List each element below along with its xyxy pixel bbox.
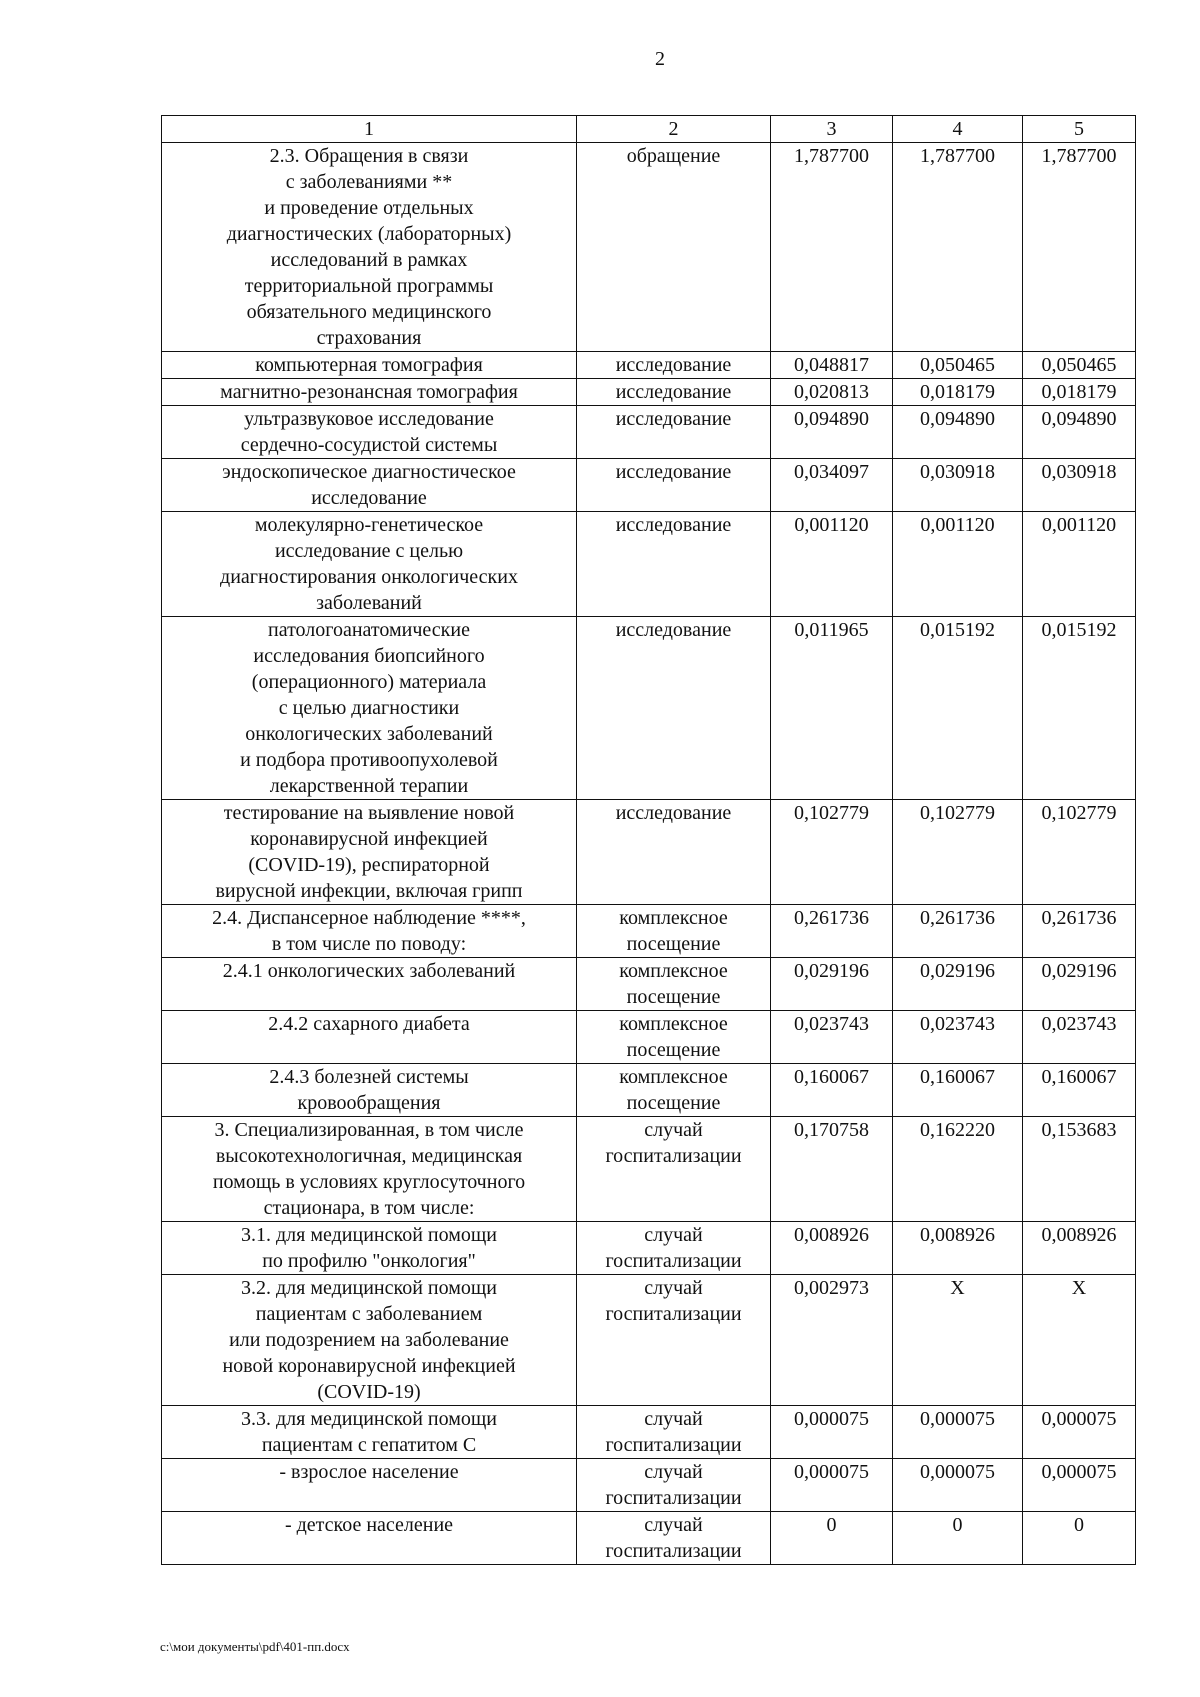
value-col5-cell: 0,050465 (1023, 352, 1136, 379)
table-row (162, 1512, 1136, 1565)
value-col4-cell: 0,162220 (893, 1117, 1023, 1222)
indicator-name-cell: тестирование на выявление новой коронавирусной инфекцией (COVID-19), респираторной вирусной инфекции, включая грипп (162, 800, 577, 905)
unit-cell: исследование (577, 800, 771, 905)
value-col4-cell: 0,015192 (893, 617, 1023, 800)
unit-cell: случай госпитализации (577, 1512, 771, 1565)
unit-cell: комплексное посещение (577, 1064, 771, 1117)
unit-cell: исследование (577, 379, 771, 406)
indicator-name-cell: эндоскопическое диагностическое исследование (162, 459, 577, 512)
value-col5-cell: X (1023, 1275, 1136, 1406)
value-col4-cell: 0,001120 (893, 512, 1023, 617)
indicator-name-cell: - детское население (162, 1512, 577, 1565)
value-col3-cell: 0,261736 (771, 905, 893, 958)
indicator-name-cell: 3.2. для медицинской помощи пациентам с заболеванием или подозрением на заболевание новой коронавирусной инфекцией (COVID-19) (162, 1275, 577, 1406)
value-col4-cell: 0,094890 (893, 406, 1023, 459)
table-body (162, 143, 1136, 1565)
value-col5-cell: 0,018179 (1023, 379, 1136, 406)
table-row (162, 406, 1136, 459)
value-col4-cell: X (893, 1275, 1023, 1406)
table-row (162, 512, 1136, 617)
indicator-name-cell: патологоанатомические исследования биопсийного (операционного) материала с целью диагностики онкологических заболеваний и подбора противоопухолевой лекарственной терапии (162, 617, 577, 800)
value-col3-cell: 0,048817 (771, 352, 893, 379)
value-col3-cell: 0,002973 (771, 1275, 893, 1406)
unit-cell: комплексное посещение (577, 905, 771, 958)
unit-cell: случай госпитализации (577, 1275, 771, 1406)
value-col4-cell: 0,030918 (893, 459, 1023, 512)
unit-cell: исследование (577, 352, 771, 379)
indicator-name-cell: 2.4.2 сахарного диабета (162, 1011, 577, 1064)
value-col3-cell: 0,170758 (771, 1117, 893, 1222)
value-col5-cell: 0,160067 (1023, 1064, 1136, 1117)
table-row (162, 1011, 1136, 1064)
value-col3-cell: 0,029196 (771, 958, 893, 1011)
value-col3-cell: 0,034097 (771, 459, 893, 512)
value-col5-cell: 0,015192 (1023, 617, 1136, 800)
page-number: 2 (655, 48, 665, 70)
table-row (162, 1222, 1136, 1275)
indicator-name-cell: 2.4. Диспансерное наблюдение ****, в том числе по поводу: (162, 905, 577, 958)
value-col4-cell: 0,008926 (893, 1222, 1023, 1275)
value-col4-cell: 0,102779 (893, 800, 1023, 905)
table-row (162, 800, 1136, 905)
unit-cell: исследование (577, 459, 771, 512)
value-col5-cell: 0,030918 (1023, 459, 1136, 512)
value-col3-cell: 0,020813 (771, 379, 893, 406)
header-cell: 1 (162, 116, 577, 143)
table-row (162, 459, 1136, 512)
value-col4-cell: 0,029196 (893, 958, 1023, 1011)
value-col3-cell: 0,000075 (771, 1459, 893, 1512)
table-row (162, 1459, 1136, 1512)
header-cell: 5 (1023, 116, 1136, 143)
value-col4-cell: 0,261736 (893, 905, 1023, 958)
value-col4-cell: 1,787700 (893, 143, 1023, 352)
indicator-name-cell: 2.4.3 болезней системы кровообращения (162, 1064, 577, 1117)
indicator-name-cell: 3. Специализированная, в том числе высокотехнологичная, медицинская помощь в условиях круглосуточного стационара, в том числе: (162, 1117, 577, 1222)
unit-cell: случай госпитализации (577, 1117, 771, 1222)
value-col4-cell: 0,000075 (893, 1459, 1023, 1512)
indicator-name-cell: 3.1. для медицинской помощи по профилю "онкология" (162, 1222, 577, 1275)
value-col4-cell: 0,160067 (893, 1064, 1023, 1117)
indicator-name-cell: магнитно-резонансная томография (162, 379, 577, 406)
unit-cell: исследование (577, 512, 771, 617)
value-col5-cell: 0,029196 (1023, 958, 1136, 1011)
header-cell: 4 (893, 116, 1023, 143)
table-row (162, 352, 1136, 379)
indicator-name-cell: ультразвуковое исследование сердечно-сосудистой системы (162, 406, 577, 459)
indicator-name-cell: 2.4.1 онкологических заболеваний (162, 958, 577, 1011)
indicator-name-cell: - взрослое население (162, 1459, 577, 1512)
value-col4-cell: 0 (893, 1512, 1023, 1565)
value-col5-cell: 0,153683 (1023, 1117, 1136, 1222)
table-row (162, 143, 1136, 352)
value-col5-cell: 0,102779 (1023, 800, 1136, 905)
table-row (162, 905, 1136, 958)
unit-cell: комплексное посещение (577, 1011, 771, 1064)
value-col4-cell: 0,000075 (893, 1406, 1023, 1459)
unit-cell: комплексное посещение (577, 958, 771, 1011)
value-col3-cell: 1,787700 (771, 143, 893, 352)
value-col5-cell: 1,787700 (1023, 143, 1136, 352)
indicator-name-cell: 3.3. для медицинской помощи пациентам с гепатитом С (162, 1406, 577, 1459)
value-col5-cell: 0,000075 (1023, 1406, 1136, 1459)
indicator-name-cell: молекулярно-генетическое исследование с целью диагностирования онкологических заболеваний (162, 512, 577, 617)
value-col5-cell: 0,261736 (1023, 905, 1136, 958)
value-col5-cell: 0,023743 (1023, 1011, 1136, 1064)
value-col3-cell: 0,023743 (771, 1011, 893, 1064)
value-col3-cell: 0,001120 (771, 512, 893, 617)
unit-cell: случай госпитализации (577, 1406, 771, 1459)
value-col3-cell: 0,000075 (771, 1406, 893, 1459)
table-row (162, 617, 1136, 800)
value-col4-cell: 0,023743 (893, 1011, 1023, 1064)
table-row (162, 1275, 1136, 1406)
value-col3-cell: 0,160067 (771, 1064, 893, 1117)
value-col3-cell: 0,102779 (771, 800, 893, 905)
header-cell: 2 (577, 116, 771, 143)
table-row (162, 958, 1136, 1011)
value-col3-cell: 0,011965 (771, 617, 893, 800)
unit-cell: случай госпитализации (577, 1222, 771, 1275)
unit-cell: случай госпитализации (577, 1459, 771, 1512)
value-col5-cell: 0,094890 (1023, 406, 1136, 459)
unit-cell: исследование (577, 406, 771, 459)
value-col3-cell: 0,094890 (771, 406, 893, 459)
value-col5-cell: 0,001120 (1023, 512, 1136, 617)
table-row (162, 1117, 1136, 1222)
table-row (162, 1064, 1136, 1117)
value-col5-cell: 0,008926 (1023, 1222, 1136, 1275)
file-path-footer: c:\мои документы\pdf\401-пп.docx (160, 1639, 350, 1654)
table-row (162, 379, 1136, 406)
value-col5-cell: 0,000075 (1023, 1459, 1136, 1512)
table-header-row (162, 116, 1136, 143)
value-col3-cell: 0 (771, 1512, 893, 1565)
header-cell: 3 (771, 116, 893, 143)
value-col4-cell: 0,050465 (893, 352, 1023, 379)
unit-cell: обращение (577, 143, 771, 352)
indicator-name-cell: 2.3. Обращения в связи с заболеваниями ** и проведение отдельных диагностических (лабораторных) исследований в рамках территориальной программы обязательного медицинского страхования (162, 143, 577, 352)
indicators-table (161, 115, 1136, 1565)
value-col5-cell: 0 (1023, 1512, 1136, 1565)
table-row (162, 1406, 1136, 1459)
indicator-name-cell: компьютерная томография (162, 352, 577, 379)
unit-cell: исследование (577, 617, 771, 800)
value-col3-cell: 0,008926 (771, 1222, 893, 1275)
value-col4-cell: 0,018179 (893, 379, 1023, 406)
